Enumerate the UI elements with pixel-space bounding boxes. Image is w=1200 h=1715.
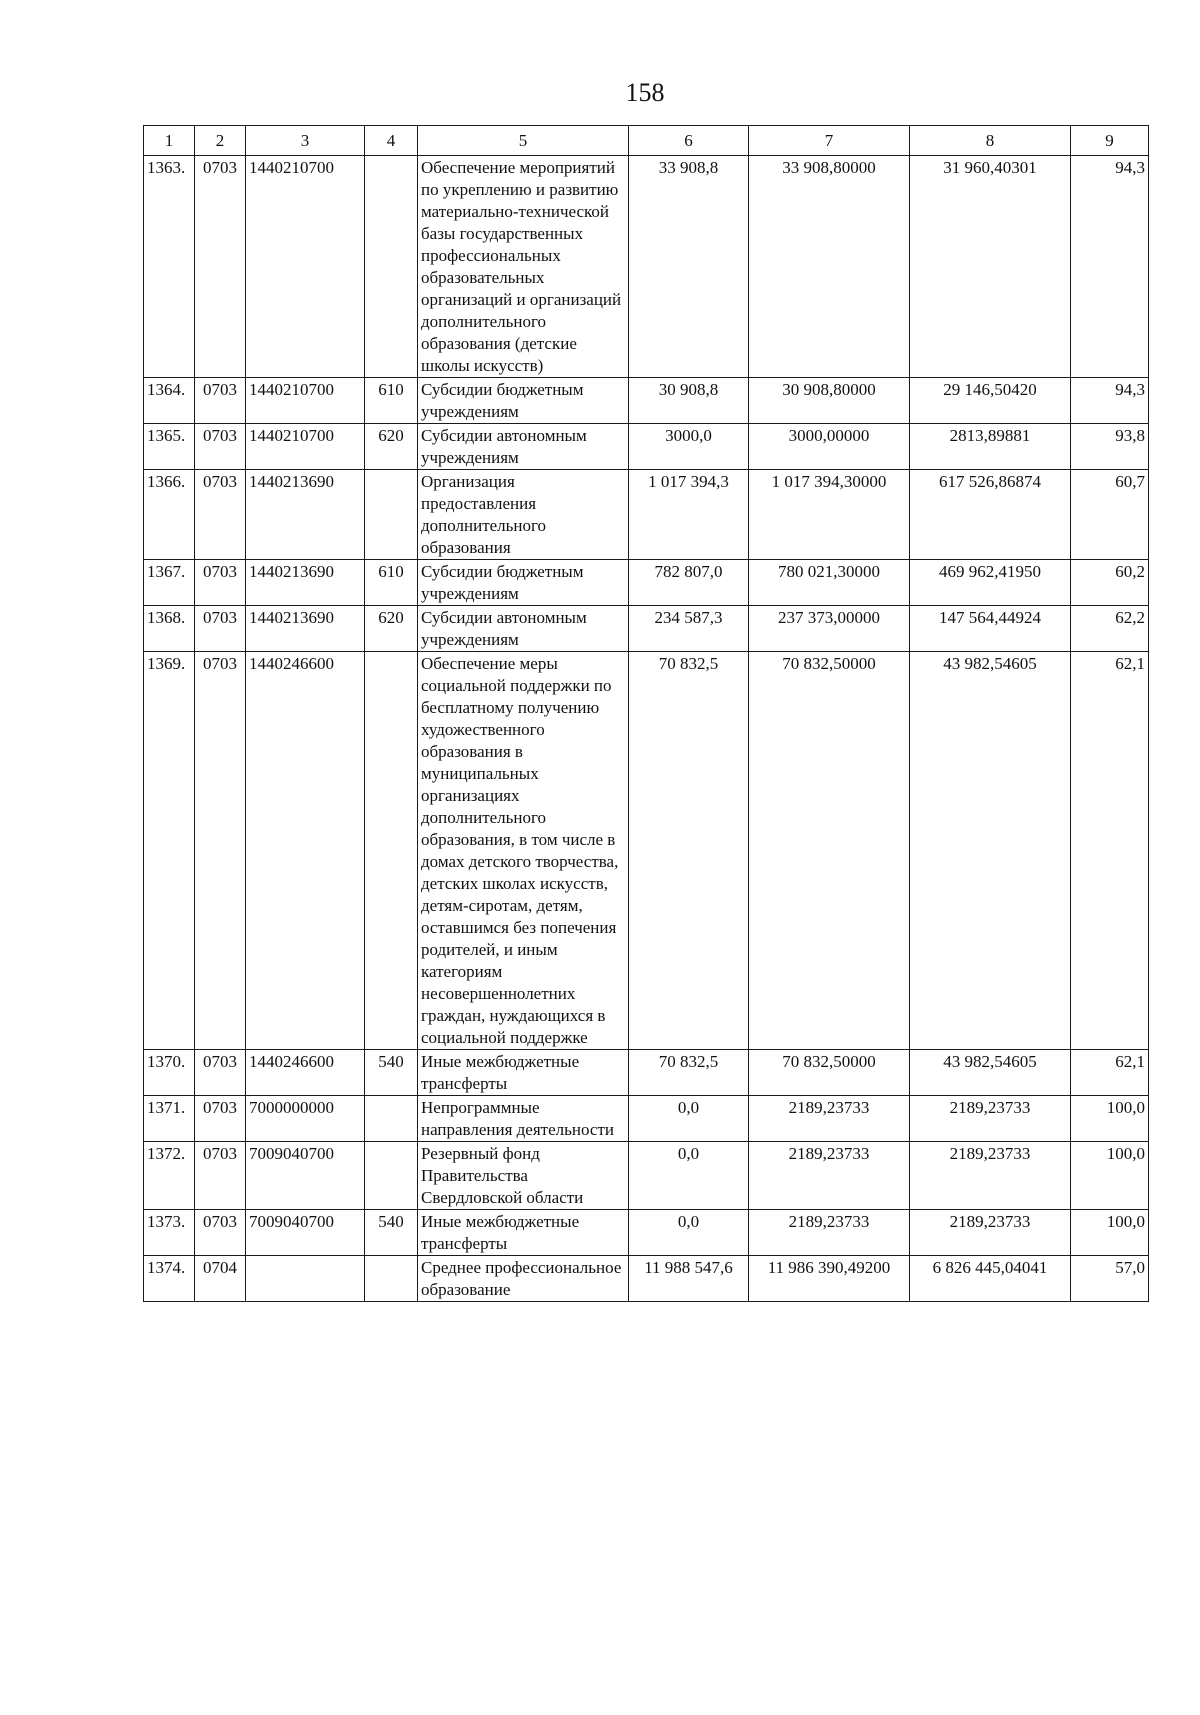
target-article-code: 1440213690 bbox=[246, 470, 365, 560]
execution-percent: 94,3 bbox=[1071, 156, 1149, 378]
expense-type-code: 610 bbox=[365, 560, 418, 606]
target-article-code: 1440246600 bbox=[246, 652, 365, 1050]
executed-amount: 2189,23733 bbox=[910, 1210, 1071, 1256]
execution-percent: 60,7 bbox=[1071, 470, 1149, 560]
execution-percent: 100,0 bbox=[1071, 1096, 1149, 1142]
executed-amount: 469 962,41950 bbox=[910, 560, 1071, 606]
specified-amount: 70 832,50000 bbox=[749, 1050, 910, 1096]
item-name: Субсидии автономным учреждениям bbox=[418, 424, 629, 470]
expense-type-code bbox=[365, 1256, 418, 1302]
target-article-code: 1440213690 bbox=[246, 560, 365, 606]
executed-amount: 29 146,50420 bbox=[910, 378, 1071, 424]
executed-amount: 31 960,40301 bbox=[910, 156, 1071, 378]
item-name: Иные межбюджетные трансферты bbox=[418, 1210, 629, 1256]
execution-percent: 62,1 bbox=[1071, 1050, 1149, 1096]
executed-amount: 6 826 445,04041 bbox=[910, 1256, 1071, 1302]
table-row bbox=[144, 1050, 1149, 1096]
target-article-code: 1440246600 bbox=[246, 1050, 365, 1096]
row-number: 1363. bbox=[144, 156, 195, 378]
specified-amount: 30 908,80000 bbox=[749, 378, 910, 424]
planned-amount: 30 908,8 bbox=[629, 378, 749, 424]
item-name: Иные межбюджетные трансферты bbox=[418, 1050, 629, 1096]
expense-type-code bbox=[365, 1142, 418, 1210]
execution-percent: 100,0 bbox=[1071, 1142, 1149, 1210]
table-row bbox=[144, 1256, 1149, 1302]
executed-amount: 43 982,54605 bbox=[910, 652, 1071, 1050]
item-name: Субсидии бюджетным учреждениям bbox=[418, 560, 629, 606]
execution-percent: 62,2 bbox=[1071, 606, 1149, 652]
table-row bbox=[144, 560, 1149, 606]
column-header: 2 bbox=[195, 126, 246, 156]
specified-amount: 2189,23733 bbox=[749, 1210, 910, 1256]
item-name: Обеспечение меры социальной поддержки по бесплатному получению художественного образования в муниципальных организациях дополнительного образования, в том числе в домах детского творчества, детских школах искусств, детям-сиротам, детям, оставшимся без попечения родителей, и иным категориям несовершеннолетних граждан, нуждающихся в социальной поддержке bbox=[418, 652, 629, 1050]
executed-amount: 2813,89881 bbox=[910, 424, 1071, 470]
item-name: Субсидии автономным учреждениям bbox=[418, 606, 629, 652]
table-body bbox=[144, 156, 1149, 1302]
row-number: 1370. bbox=[144, 1050, 195, 1096]
planned-amount: 0,0 bbox=[629, 1142, 749, 1210]
table-row bbox=[144, 1096, 1149, 1142]
column-header: 4 bbox=[365, 126, 418, 156]
section-code: 0703 bbox=[195, 378, 246, 424]
specified-amount: 33 908,80000 bbox=[749, 156, 910, 378]
table-row bbox=[144, 424, 1149, 470]
item-name: Организация предоставления дополнительного образования bbox=[418, 470, 629, 560]
table-row bbox=[144, 652, 1149, 1050]
section-code: 0703 bbox=[195, 156, 246, 378]
specified-amount: 2189,23733 bbox=[749, 1142, 910, 1210]
target-article-code: 7000000000 bbox=[246, 1096, 365, 1142]
section-code: 0703 bbox=[195, 1096, 246, 1142]
section-code: 0703 bbox=[195, 1210, 246, 1256]
executed-amount: 147 564,44924 bbox=[910, 606, 1071, 652]
item-name: Резервный фонд Правительства Свердловской области bbox=[418, 1142, 629, 1210]
row-number: 1366. bbox=[144, 470, 195, 560]
section-code: 0703 bbox=[195, 1050, 246, 1096]
execution-percent: 62,1 bbox=[1071, 652, 1149, 1050]
row-number: 1374. bbox=[144, 1256, 195, 1302]
specified-amount: 3000,00000 bbox=[749, 424, 910, 470]
section-code: 0703 bbox=[195, 606, 246, 652]
target-article-code: 7009040700 bbox=[246, 1210, 365, 1256]
execution-percent: 93,8 bbox=[1071, 424, 1149, 470]
planned-amount: 1 017 394,3 bbox=[629, 470, 749, 560]
expense-type-code bbox=[365, 470, 418, 560]
specified-amount: 1 017 394,30000 bbox=[749, 470, 910, 560]
planned-amount: 0,0 bbox=[629, 1210, 749, 1256]
planned-amount: 782 807,0 bbox=[629, 560, 749, 606]
section-code: 0704 bbox=[195, 1256, 246, 1302]
column-header: 8 bbox=[910, 126, 1071, 156]
planned-amount: 70 832,5 bbox=[629, 1050, 749, 1096]
table-row bbox=[144, 606, 1149, 652]
column-header: 1 bbox=[144, 126, 195, 156]
specified-amount: 70 832,50000 bbox=[749, 652, 910, 1050]
row-number: 1368. bbox=[144, 606, 195, 652]
target-article-code: 1440213690 bbox=[246, 606, 365, 652]
row-number: 1365. bbox=[144, 424, 195, 470]
expense-type-code: 540 bbox=[365, 1050, 418, 1096]
section-code: 0703 bbox=[195, 470, 246, 560]
planned-amount: 0,0 bbox=[629, 1096, 749, 1142]
section-code: 0703 bbox=[195, 560, 246, 606]
budget-table bbox=[143, 125, 1149, 1302]
execution-percent: 60,2 bbox=[1071, 560, 1149, 606]
specified-amount: 2189,23733 bbox=[749, 1096, 910, 1142]
target-article-code: 1440210700 bbox=[246, 378, 365, 424]
specified-amount: 11 986 390,49200 bbox=[749, 1256, 910, 1302]
expense-type-code: 540 bbox=[365, 1210, 418, 1256]
table-header bbox=[144, 126, 1149, 156]
target-article-code: 1440210700 bbox=[246, 424, 365, 470]
item-name: Непрограммные направления деятельности bbox=[418, 1096, 629, 1142]
table-row bbox=[144, 378, 1149, 424]
table-row bbox=[144, 156, 1149, 378]
item-name: Обеспечение мероприятий по укреплению и развитию материально-технической базы государственных профессиональных образовательных организаций и организаций дополнительного образования (детские школы искусств) bbox=[418, 156, 629, 378]
executed-amount: 2189,23733 bbox=[910, 1142, 1071, 1210]
row-number: 1373. bbox=[144, 1210, 195, 1256]
row-number: 1372. bbox=[144, 1142, 195, 1210]
section-code: 0703 bbox=[195, 424, 246, 470]
planned-amount: 3000,0 bbox=[629, 424, 749, 470]
target-article-code bbox=[246, 1256, 365, 1302]
row-number: 1367. bbox=[144, 560, 195, 606]
planned-amount: 234 587,3 bbox=[629, 606, 749, 652]
planned-amount: 11 988 547,6 bbox=[629, 1256, 749, 1302]
expense-type-code bbox=[365, 156, 418, 378]
execution-percent: 57,0 bbox=[1071, 1256, 1149, 1302]
page-number: 158 bbox=[625, 78, 665, 107]
section-code: 0703 bbox=[195, 652, 246, 1050]
column-header: 3 bbox=[246, 126, 365, 156]
expense-type-code: 610 bbox=[365, 378, 418, 424]
item-name: Среднее профессиональное образование bbox=[418, 1256, 629, 1302]
expense-type-code: 620 bbox=[365, 424, 418, 470]
expense-type-code: 620 bbox=[365, 606, 418, 652]
execution-percent: 100,0 bbox=[1071, 1210, 1149, 1256]
item-name: Субсидии бюджетным учреждениям bbox=[418, 378, 629, 424]
column-header: 7 bbox=[749, 126, 910, 156]
row-number: 1371. bbox=[144, 1096, 195, 1142]
planned-amount: 70 832,5 bbox=[629, 652, 749, 1050]
expense-type-code bbox=[365, 652, 418, 1050]
execution-percent: 94,3 bbox=[1071, 378, 1149, 424]
row-number: 1369. bbox=[144, 652, 195, 1050]
row-number: 1364. bbox=[144, 378, 195, 424]
table-row bbox=[144, 470, 1149, 560]
target-article-code: 7009040700 bbox=[246, 1142, 365, 1210]
column-header: 6 bbox=[629, 126, 749, 156]
column-header: 5 bbox=[418, 126, 629, 156]
target-article-code: 1440210700 bbox=[246, 156, 365, 378]
section-code: 0703 bbox=[195, 1142, 246, 1210]
expense-type-code bbox=[365, 1096, 418, 1142]
planned-amount: 33 908,8 bbox=[629, 156, 749, 378]
column-header: 9 bbox=[1071, 126, 1149, 156]
executed-amount: 2189,23733 bbox=[910, 1096, 1071, 1142]
executed-amount: 617 526,86874 bbox=[910, 470, 1071, 560]
specified-amount: 780 021,30000 bbox=[749, 560, 910, 606]
table-row bbox=[144, 1210, 1149, 1256]
specified-amount: 237 373,00000 bbox=[749, 606, 910, 652]
table-row bbox=[144, 1142, 1149, 1210]
executed-amount: 43 982,54605 bbox=[910, 1050, 1071, 1096]
header-row bbox=[144, 126, 1149, 156]
